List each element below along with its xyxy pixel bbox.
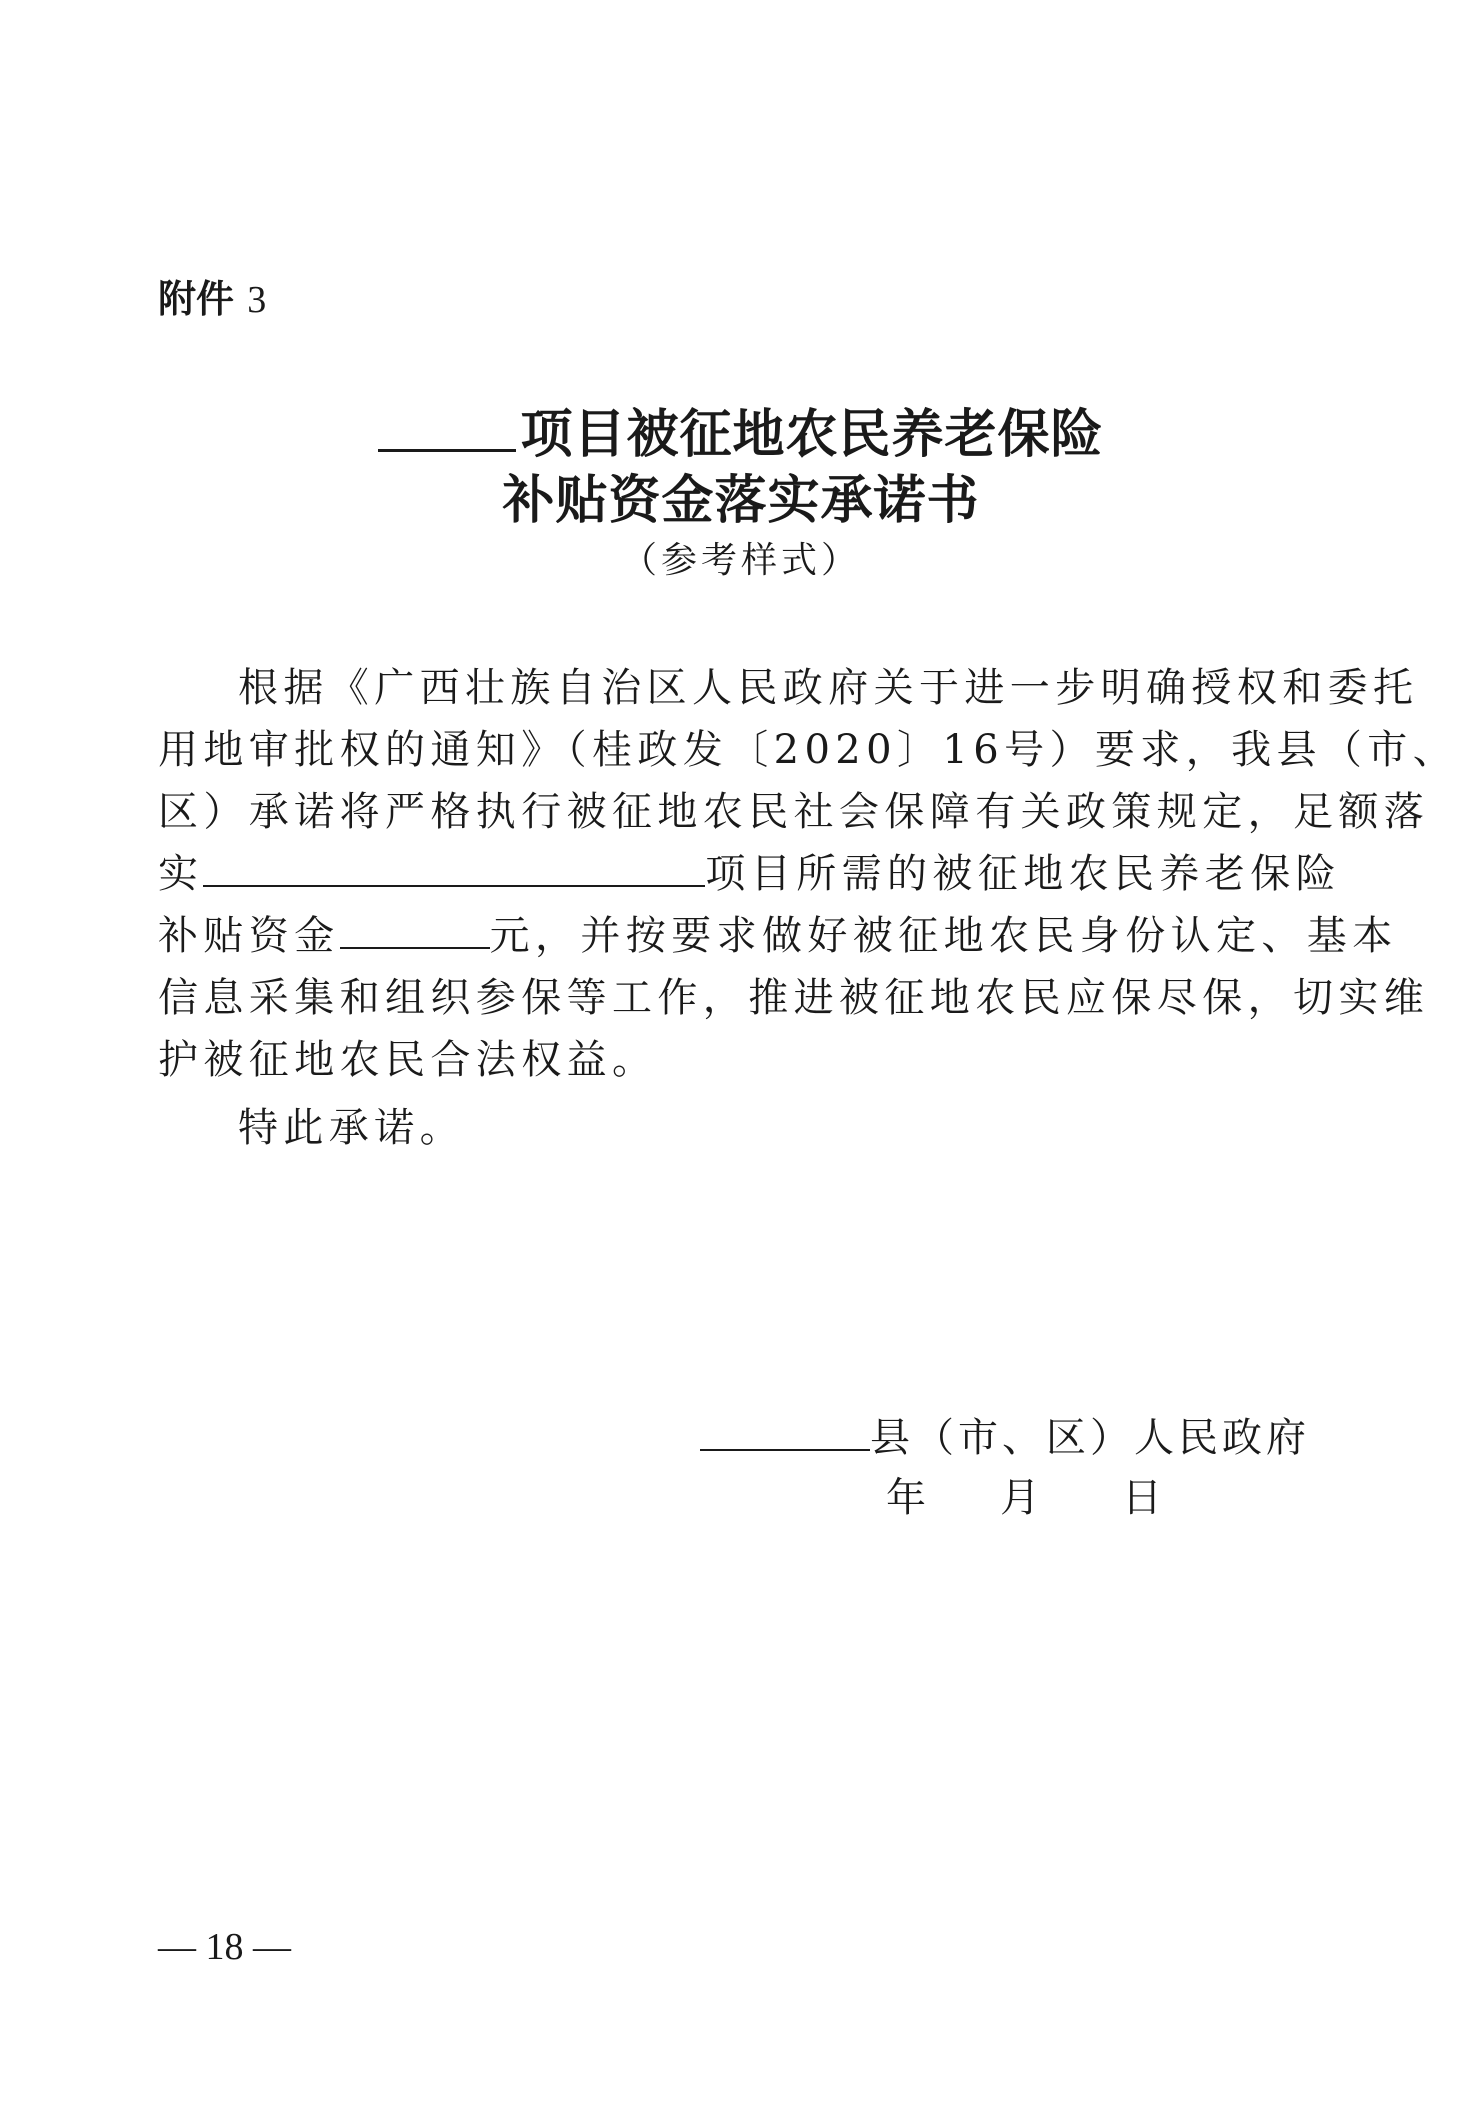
document-subtitle: （参考样式） <box>620 540 861 581</box>
signature-month: 月 <box>1000 1475 1044 1521</box>
body-line-4 <box>158 842 1341 902</box>
title-line1-text: 项目被征地农民养老保险 <box>520 404 1104 465</box>
document-title-line1 <box>0 392 1482 467</box>
body-line-4-suffix: 项目所需的被征地农民养老保险 <box>705 851 1342 897</box>
attachment-label <box>158 268 266 323</box>
signature-year: 年 <box>886 1475 930 1521</box>
body-line-2: 用地审批权的通知》（桂政发〔2020〕16号）要求，我县（市、 <box>158 727 1459 773</box>
project-name-blank <box>203 845 705 887</box>
body-line-5 <box>158 904 1398 964</box>
signature-day: 日 <box>1122 1475 1166 1521</box>
attachment-text: 附件 <box>158 277 235 321</box>
body-line-7: 护被征地农民合法权益。 <box>158 1037 658 1083</box>
body-line-6: 信息采集和组织参保等工作，推进被征地农民应保尽保，切实维 <box>158 975 1430 1021</box>
signature-org-text: 县（市、区）人民政府 <box>870 1415 1310 1461</box>
page-number: — 18 — <box>158 1926 291 1968</box>
body-line-1: 根据《广西壮族自治区人民政府关于进一步明确授权和委托 <box>238 665 1419 711</box>
amount-blank <box>340 907 490 949</box>
signature-org <box>700 1406 1310 1463</box>
body-line-5-prefix: 补贴资金 <box>158 913 340 959</box>
county-name-blank <box>700 1409 870 1451</box>
document-title-line2: 补贴资金落实承诺书 <box>502 470 980 531</box>
attachment-number: 3 <box>247 279 267 321</box>
title-blank-underline <box>378 401 516 452</box>
body-line-4-prefix: 实 <box>158 851 204 897</box>
body-line-5-suffix: 元，并按要求做好被征地农民身份认定、基本 <box>489 913 1398 959</box>
body-line-3: 区）承诺将严格执行被征地农民社会保障有关政策规定，足额落 <box>158 789 1430 835</box>
body-closing: 特此承诺。 <box>238 1105 465 1151</box>
